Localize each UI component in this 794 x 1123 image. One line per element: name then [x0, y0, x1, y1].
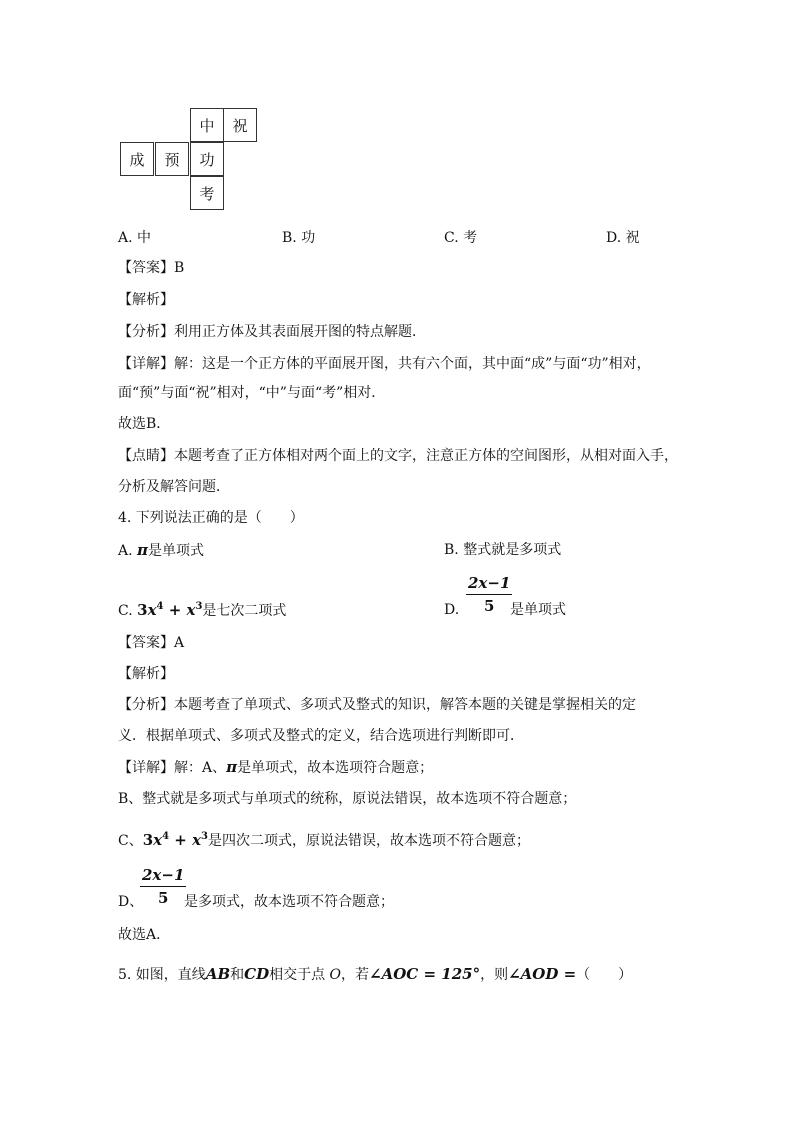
line-ab: AB [205, 965, 231, 983]
q3-option-d: D. 祝 [606, 230, 640, 246]
angle-aod: ∠AOD = [508, 965, 577, 983]
polynomial-expression: $3x^4 + x^3$ [142, 831, 209, 849]
fraction-expression [466, 574, 512, 615]
q3-option-b: B. 功 [282, 230, 316, 246]
q4-option-a [118, 540, 204, 561]
q4-detail-d-text: 是多项式，故本选项不符合题意； [184, 894, 394, 910]
q3-choose: 故选B． [118, 416, 171, 432]
net-cell-kao: 考 [190, 176, 224, 210]
q4-stem: 4. 下列说法正确的是（ ） [118, 510, 304, 526]
q3-answer: 【答案】B [118, 260, 185, 276]
point-o: O [329, 967, 342, 983]
net-cell-zhu: 祝 [223, 108, 257, 142]
fraction-denominator: 5 [157, 889, 169, 907]
q4-option-a-text: 是单项式 [148, 543, 204, 559]
q4-choose: 故选A． [118, 927, 171, 943]
q3-option-c: C. 考 [444, 230, 478, 246]
q4-detail-d-prefix: D、 [118, 894, 144, 910]
polynomial-expression: $3x^4 + x^3$ [137, 601, 203, 619]
net-cell-cheng: 成 [120, 142, 154, 176]
q4-option-c-prefix: C. [118, 603, 133, 619]
q4-option-d-text: 是单项式 [510, 602, 566, 618]
fraction-expression [140, 866, 186, 907]
q3-comment-line2: 分析及解答问题． [118, 479, 230, 495]
q5-tail: （ ） [576, 967, 633, 983]
q5-if: ，若 [341, 967, 370, 983]
net-cell-zhong: 中 [190, 108, 224, 142]
q5-mid: 相交于点 [269, 967, 326, 983]
fraction-numerator: 2x−1 [140, 866, 186, 887]
pi-symbol: π [226, 758, 238, 776]
q4-detail-a [118, 757, 433, 778]
q4-option-b: B. 整式就是多项式 [444, 542, 562, 558]
q4-answer: 【答案】A [118, 635, 185, 651]
q3-option-a: A. 中 [118, 230, 152, 246]
q4-detail-b: B、整式就是多项式与单项式的统称，原说法错误，故本选项不符合题意； [118, 791, 577, 807]
q3-detail-line2: 面“预”与面“祝”相对，“中”与面“考”相对． [118, 385, 386, 401]
line-cd: CD [244, 965, 270, 983]
q3-analysis: 【分析】利用正方体及其表面展开图的特点解题． [118, 324, 426, 340]
q3-detail-line1: 【详解】解：这是一个正方体的平面展开图，共有六个面，其中面“成”与面“功”相对， [118, 356, 651, 372]
q5-stem [118, 964, 632, 985]
q4-analysis-line1: 【分析】本题考查了单项式、多项式及整式的知识，解答本题的关键是掌握相关的定 [118, 697, 636, 713]
q5-and: 和 [230, 967, 245, 983]
fraction-numerator: 2x−1 [466, 574, 512, 595]
q5-prefix: 5. 如图，直线 [118, 967, 206, 983]
q4-option-c [118, 600, 286, 621]
q4-detail-c-prefix: C、 [118, 833, 143, 849]
q4-option-a-prefix: A. [118, 543, 133, 559]
net-cell-gong: 功 [190, 142, 224, 176]
q5-then: ，则 [480, 967, 509, 983]
net-cell-yu: 预 [155, 142, 189, 176]
q4-option-c-text: 是七次二项式 [202, 603, 287, 619]
q4-jiexi: 【解析】 [118, 666, 174, 682]
q4-analysis-line2: 义．根据单项式、多项式及整式的定义，结合选项进行判断即可． [118, 728, 524, 744]
q4-detail-a-prefix: 【详解】解：A、 [118, 760, 227, 776]
q4-detail-c [118, 830, 530, 851]
q3-jiexi: 【解析】 [118, 292, 174, 308]
fraction-denominator: 5 [483, 597, 495, 615]
q4-detail-c-text: 是四次二项式，原说法错误，故本选项不符合题意； [208, 833, 531, 849]
q3-comment-line1: 【点睛】本题考查了正方体相对两个面上的文字，注意正方体的空间图形，从相对面入手， [118, 448, 678, 464]
pi-symbol: π [137, 541, 148, 559]
q4-detail-a-text: 是单项式，故本选项符合题意； [237, 760, 434, 776]
angle-aoc: ∠AOC = 125° [369, 965, 481, 983]
q4-option-d-prefix: D. [444, 602, 460, 618]
